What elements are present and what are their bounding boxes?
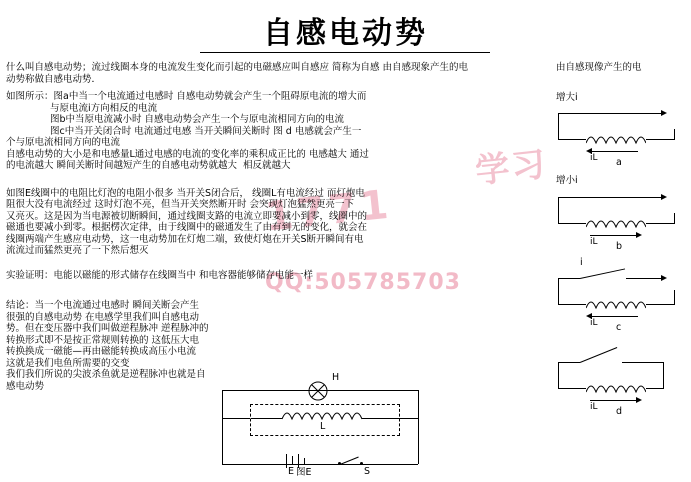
paragraph-4-line-2: 阻很大没有电流经过 这时灯泡不亮，但当开关突然断开时 会突现灯泡猛然更亮一下 (6, 199, 355, 210)
figure-c-current-label: i (580, 256, 583, 268)
figure-e-circuit (222, 368, 432, 476)
figures-intro-text: 由自感现像产生的电 (556, 62, 642, 73)
figure-d-inductor-icon (586, 381, 646, 395)
paragraph-2-line-3: 图b中当原电流减小时 自感电动势会产生一个与原电流相同方向的电流 (50, 114, 345, 125)
body-text-column (6, 62, 554, 392)
paragraph-1-line-2: 动势称做自感电动势． (6, 73, 102, 85)
figure-b-circuit (556, 189, 681, 255)
figure-a-current-label: 增大i (556, 91, 578, 103)
paragraph-6-line-2: 很强的自感电动势 在电感学里我们叫自感电动 (6, 311, 200, 323)
paragraph-3-line-1: 自感电动势的大小是和电感量L通过电感的电流的变化率的乘积成正比的 电感越大 通过 (6, 148, 369, 160)
figure-a-il-label: iL (590, 153, 598, 163)
figure-a-circuit (556, 105, 681, 171)
figure-a-label: a (616, 157, 622, 168)
paragraph-6-line-8: 感电动势 (6, 380, 45, 392)
paragraph-6-line-5: 转换换成一磁能—再由磁能转换成高压小电流 (6, 346, 197, 357)
paragraph-4-line-1: 如图E线圈中的电阻比灯泡的电阻小很多 当开关S闭合后， 线圈L有电流经过 而灯炮电 (6, 187, 365, 199)
figure-b-inductor-icon (586, 216, 646, 230)
lamp-icon (307, 380, 329, 402)
figure-e-caption: 图E (296, 467, 312, 478)
figure-d-circuit (556, 352, 681, 418)
paragraph-6-line-7: 我们我们所说的尖波杀鱼就是逆程脉冲也就是自 (6, 369, 206, 380)
figure-c-label: c (616, 322, 622, 333)
lamp-label: H (332, 372, 340, 383)
paragraph-1-line-1: 什么叫自感电动势；流过线圈本身的电流发生变化而引起的电磁感应叫自感应 简称为自感 由自感现象产生的电 (6, 62, 469, 73)
paragraph-2-line-4: 图c中当开关闭合时 电流通过电感 当开关瞬间关断时 图 d 电感就会产生一 (50, 125, 362, 137)
title-underline (200, 52, 490, 53)
coil-icon (282, 408, 362, 422)
paragraph-4-line-4: 磁通也要减小到零。根据楞次定律，由于线圈中的磁通发生了由有到无的变化，就会在 (6, 222, 368, 233)
switch-label: S (364, 466, 371, 477)
watermark-line-2: 1771 (262, 181, 395, 241)
paragraph-4-line-3: 又亮灭。这是因为当电源被切断瞬间，通过线圈支路的电流立即要减小到零，线圈中的 (6, 210, 368, 222)
paragraph-2-line-5: 个与原电流相同方向的电流 (6, 137, 121, 148)
switch-pivot (338, 462, 341, 465)
page-title: 自感电动势 (263, 16, 428, 51)
figure-b-current-label: 增小i (556, 175, 578, 186)
watermark-line-1: 学习 (473, 144, 550, 192)
paragraph-6-line-4: 转换形式即不是按正常规则转换的 这低压大电 (6, 334, 200, 346)
paragraph-3-line-2: 的电流越大 瞬间关断时间越短产生的自感电动势就越大 相反就越大 (6, 160, 291, 171)
figure-d (556, 352, 688, 418)
paragraph-6-line-3: 势。但在变压器中我们叫做逆程脉冲 逆程脉冲的 (6, 323, 209, 334)
figure-c-circuit (556, 270, 681, 336)
figure-b-label: b (616, 240, 623, 252)
paragraph-2-line-2: 与原电流i方向相反的电流 (50, 102, 158, 114)
paragraph-5: 实验证明：电能以磁能的形式储存在线圈当中 和电容器能够储存电能一样 (6, 269, 314, 281)
battery-label: E (288, 466, 295, 477)
coil-label: L (320, 421, 326, 432)
figure-c-inductor-icon (586, 297, 646, 311)
watermark-line-3: QQ:505785703 (265, 270, 461, 295)
paragraph-6-line-1: 结论：当一个电流通过电感时 瞬间关断会产生 (6, 300, 200, 311)
paragraph-4-line-5: 线圈两端产生感应电动势，这一电动势加在灯炮二端，致使灯炮在开关S断开瞬间有电 (6, 233, 364, 245)
paragraph-6-line-6: 这就是我们电鱼所需要的交变 (6, 357, 130, 369)
figure-c (556, 257, 688, 337)
figure-d-label: d (616, 406, 623, 417)
figures-column (556, 62, 688, 418)
figure-d-il-label: iL (590, 402, 598, 412)
figure-a (556, 92, 688, 172)
paragraph-2-line-1: 如图所示：图a中当一个电流通过电感时 自感电动势就会产生一个阻碍原电流的增大而 (6, 91, 367, 102)
paragraph-4-line-6: 流流过而猛然更亮了一下然后想灭 (6, 245, 149, 256)
switch-contact (360, 462, 363, 465)
figure-b-il-label: iL (590, 236, 598, 247)
figure-b (556, 175, 688, 255)
figure-a-inductor-icon (586, 132, 646, 146)
figure-c-il-label: iL (590, 318, 598, 328)
